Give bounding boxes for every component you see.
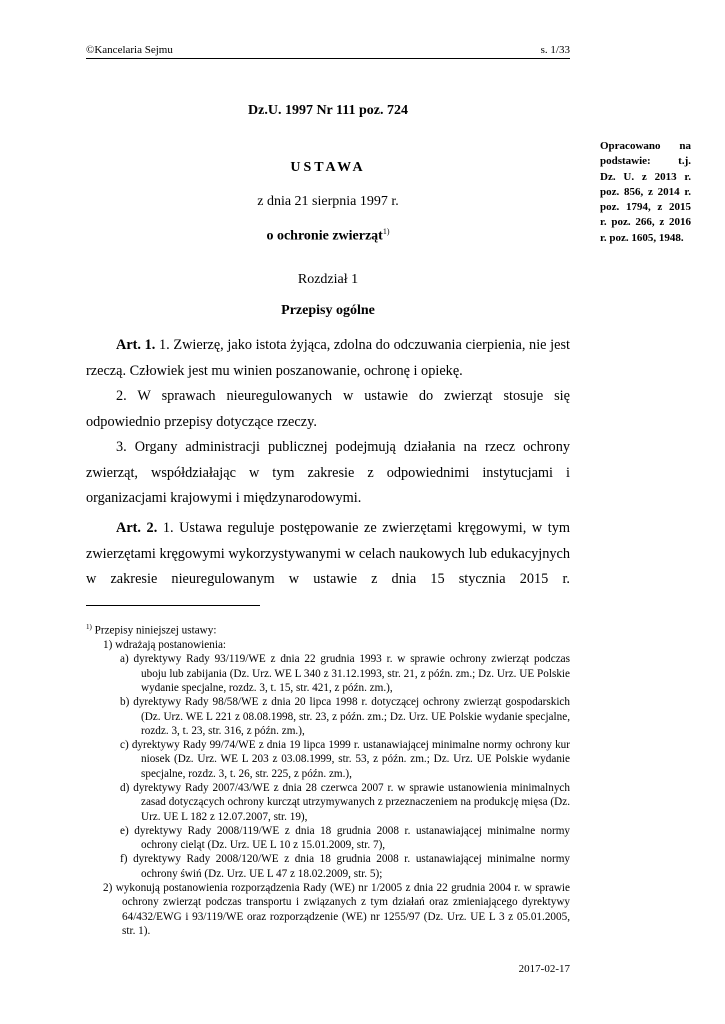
sidenote-line: r. poz. 266, z 2016 xyxy=(600,216,691,229)
footnote-reference: 1) xyxy=(382,227,390,236)
footnote-intro-text: Przepisy niniejszej ustawy: xyxy=(94,624,217,637)
sidenote-line: podstawie: t.j. xyxy=(600,155,691,168)
footnote-subitem: e) dyrektywy Rady 2008/119/WE z dnia 18 grudnia 2008 r. ustanawiającej minimalne normy ochrony cieląt (Dz. Urz. UE L 10 z 15.01.2009, str. 7), xyxy=(120,824,570,852)
sidenote-line: poz. 856, z 2014 r. xyxy=(600,185,691,198)
footnote-subitem: a) dyrektywy Rady 93/119/WE z dnia 22 grudnia 1993 r. w sprawie ochrony zwierząt podczas uboju lub zabijania (Dz. Urz. WE L 340 z 31.12.1993, str. 21, z późn. zm.; Dz. Urz. UE Polskie wydanie specjalne, rozdz. 3, t. 15, str. 421, z późn. zm.), xyxy=(120,653,570,694)
article-2 xyxy=(86,516,570,593)
publication-reference: Dz.U. 1997 Nr 111 poz. 724 xyxy=(248,103,408,118)
footnote-subitem: b) dyrektywy Rady 98/58/WE z dnia 20 lipca 1998 r. dotyczącej ochrony zwierząt gospodarskich (Dz. Urz. WE L 221 z 08.08.1998, str. 23, z późn. zm.; Dz. Urz. UE Polskie wydanie specjalne, rozdz. 3, t. 23, str. 316, z późn. zm.), xyxy=(120,696,570,737)
chapter-title: Przepisy ogólne xyxy=(281,303,375,318)
art2-label: Art. 2. xyxy=(116,520,158,536)
sidenote-line: poz. 1794, z 2015 xyxy=(600,201,691,214)
art1-paragraph-1 xyxy=(86,333,570,384)
act-title-text: o ochronie zwierząt xyxy=(266,228,383,244)
footer-date: 2017-02-17 xyxy=(518,963,570,975)
act-date: z dnia 21 sierpnia 1997 r. xyxy=(257,194,399,209)
footnote-marker: 1) xyxy=(86,623,92,631)
art2-paragraph-1 xyxy=(86,516,570,593)
header-page-number: s. 1/33 xyxy=(540,44,570,56)
footnote-subitem: f) dyrektywy Rady 2008/120/WE z dnia 18 grudnia 2008 r. ustanawiającej minimalne normy ochrony świń (Dz. Urz. UE L 47 z 18.02.2009, str. 5); xyxy=(120,853,570,880)
footnote-item-1: 1) wdrażają postanowienia: xyxy=(103,639,227,652)
art2-p1-text: 1. Ustawa reguluje postępowanie ze zwierzętami kręgowymi, w tym zwierzętami kręgowymi wykorzystywanymi w celach naukowych lub edukacyjnych w zakresie nieuregulowanym w ustawie z dnia 15 stycznia 2015 r. xyxy=(86,520,571,587)
footnote-item-2: 2) wykonują postanowienia rozporządzenia Rady (WE) nr 1/2005 z dnia 22 grudnia 2004 r. w sprawie ochrony zwierząt podczas transportu i związanych z tym działań oraz zmieniającego dyrektywy 64/432/EWG i 93/119/WE oraz rozporządzenie (WE) nr 1255/97 (Dz. Urz. UE L 3 z 05.01.2005, str. 1). xyxy=(103,882,570,937)
sidenote-line: Dz. U. z 2013 r. xyxy=(600,170,691,183)
footnote-subitem: c) dyrektywy Rady 99/74/WE z dnia 19 lipca 1999 r. ustanawiającej minimalne normy ochrony kur niosek (Dz. Urz. WE L 203 z 03.08.1999, str. 53, z późn. zm.; Dz. Urz. UE Polskie wydanie specjalne, rozdz. 3, t. 26, str. 225, z późn. zm.), xyxy=(120,739,570,780)
art1-label: Art. 1. xyxy=(116,337,156,353)
art1-paragraph-3: 3. Organy administracji publicznej podejmują działania na rzecz ochrony zwierząt, współdziałając w tym zakresie z odpowiednimi instytucjami i organizacjami krajowymi i międzynarodowymi. xyxy=(86,439,570,506)
sidenote-line: Opracowano na xyxy=(600,140,691,152)
header-divider xyxy=(86,58,570,59)
art1-paragraph-2: 2. W sprawach nieuregulowanych w ustawie do zwierząt stosuje się odpowiednio przepisy dotyczące rzeczy. xyxy=(86,388,570,430)
article-1 xyxy=(86,333,570,512)
act-type: USTAWA xyxy=(290,160,366,175)
footnote-divider xyxy=(86,605,260,606)
sidenote-line: r. poz. 1605, 1948. xyxy=(600,231,684,244)
footnote-subitem: d) dyrektywy Rady 2007/43/WE z dnia 28 czerwca 2007 r. w sprawie ustanowienia minimalnych zasad dotyczących ochrony kurcząt utrzymywanych z przeznaczeniem na produkcję mięsa (Dz. Urz. UE L 182 z 12.07.2007, str. 19), xyxy=(120,782,570,823)
footnote-block xyxy=(86,620,570,938)
footnote-intro xyxy=(86,620,570,638)
consolidation-sidenote xyxy=(600,139,691,246)
header-source: ©Kancelaria Sejmu xyxy=(86,44,173,56)
act-title xyxy=(86,227,570,245)
chapter-number: Rozdział 1 xyxy=(297,272,359,287)
art1-p1-text: 1. Zwierzę, jako istota żyjąca, zdolna do odczuwania cierpienia, nie jest rzeczą. Człowiek jest mu winien poszanowanie, ochronę i opiekę. xyxy=(86,337,570,379)
